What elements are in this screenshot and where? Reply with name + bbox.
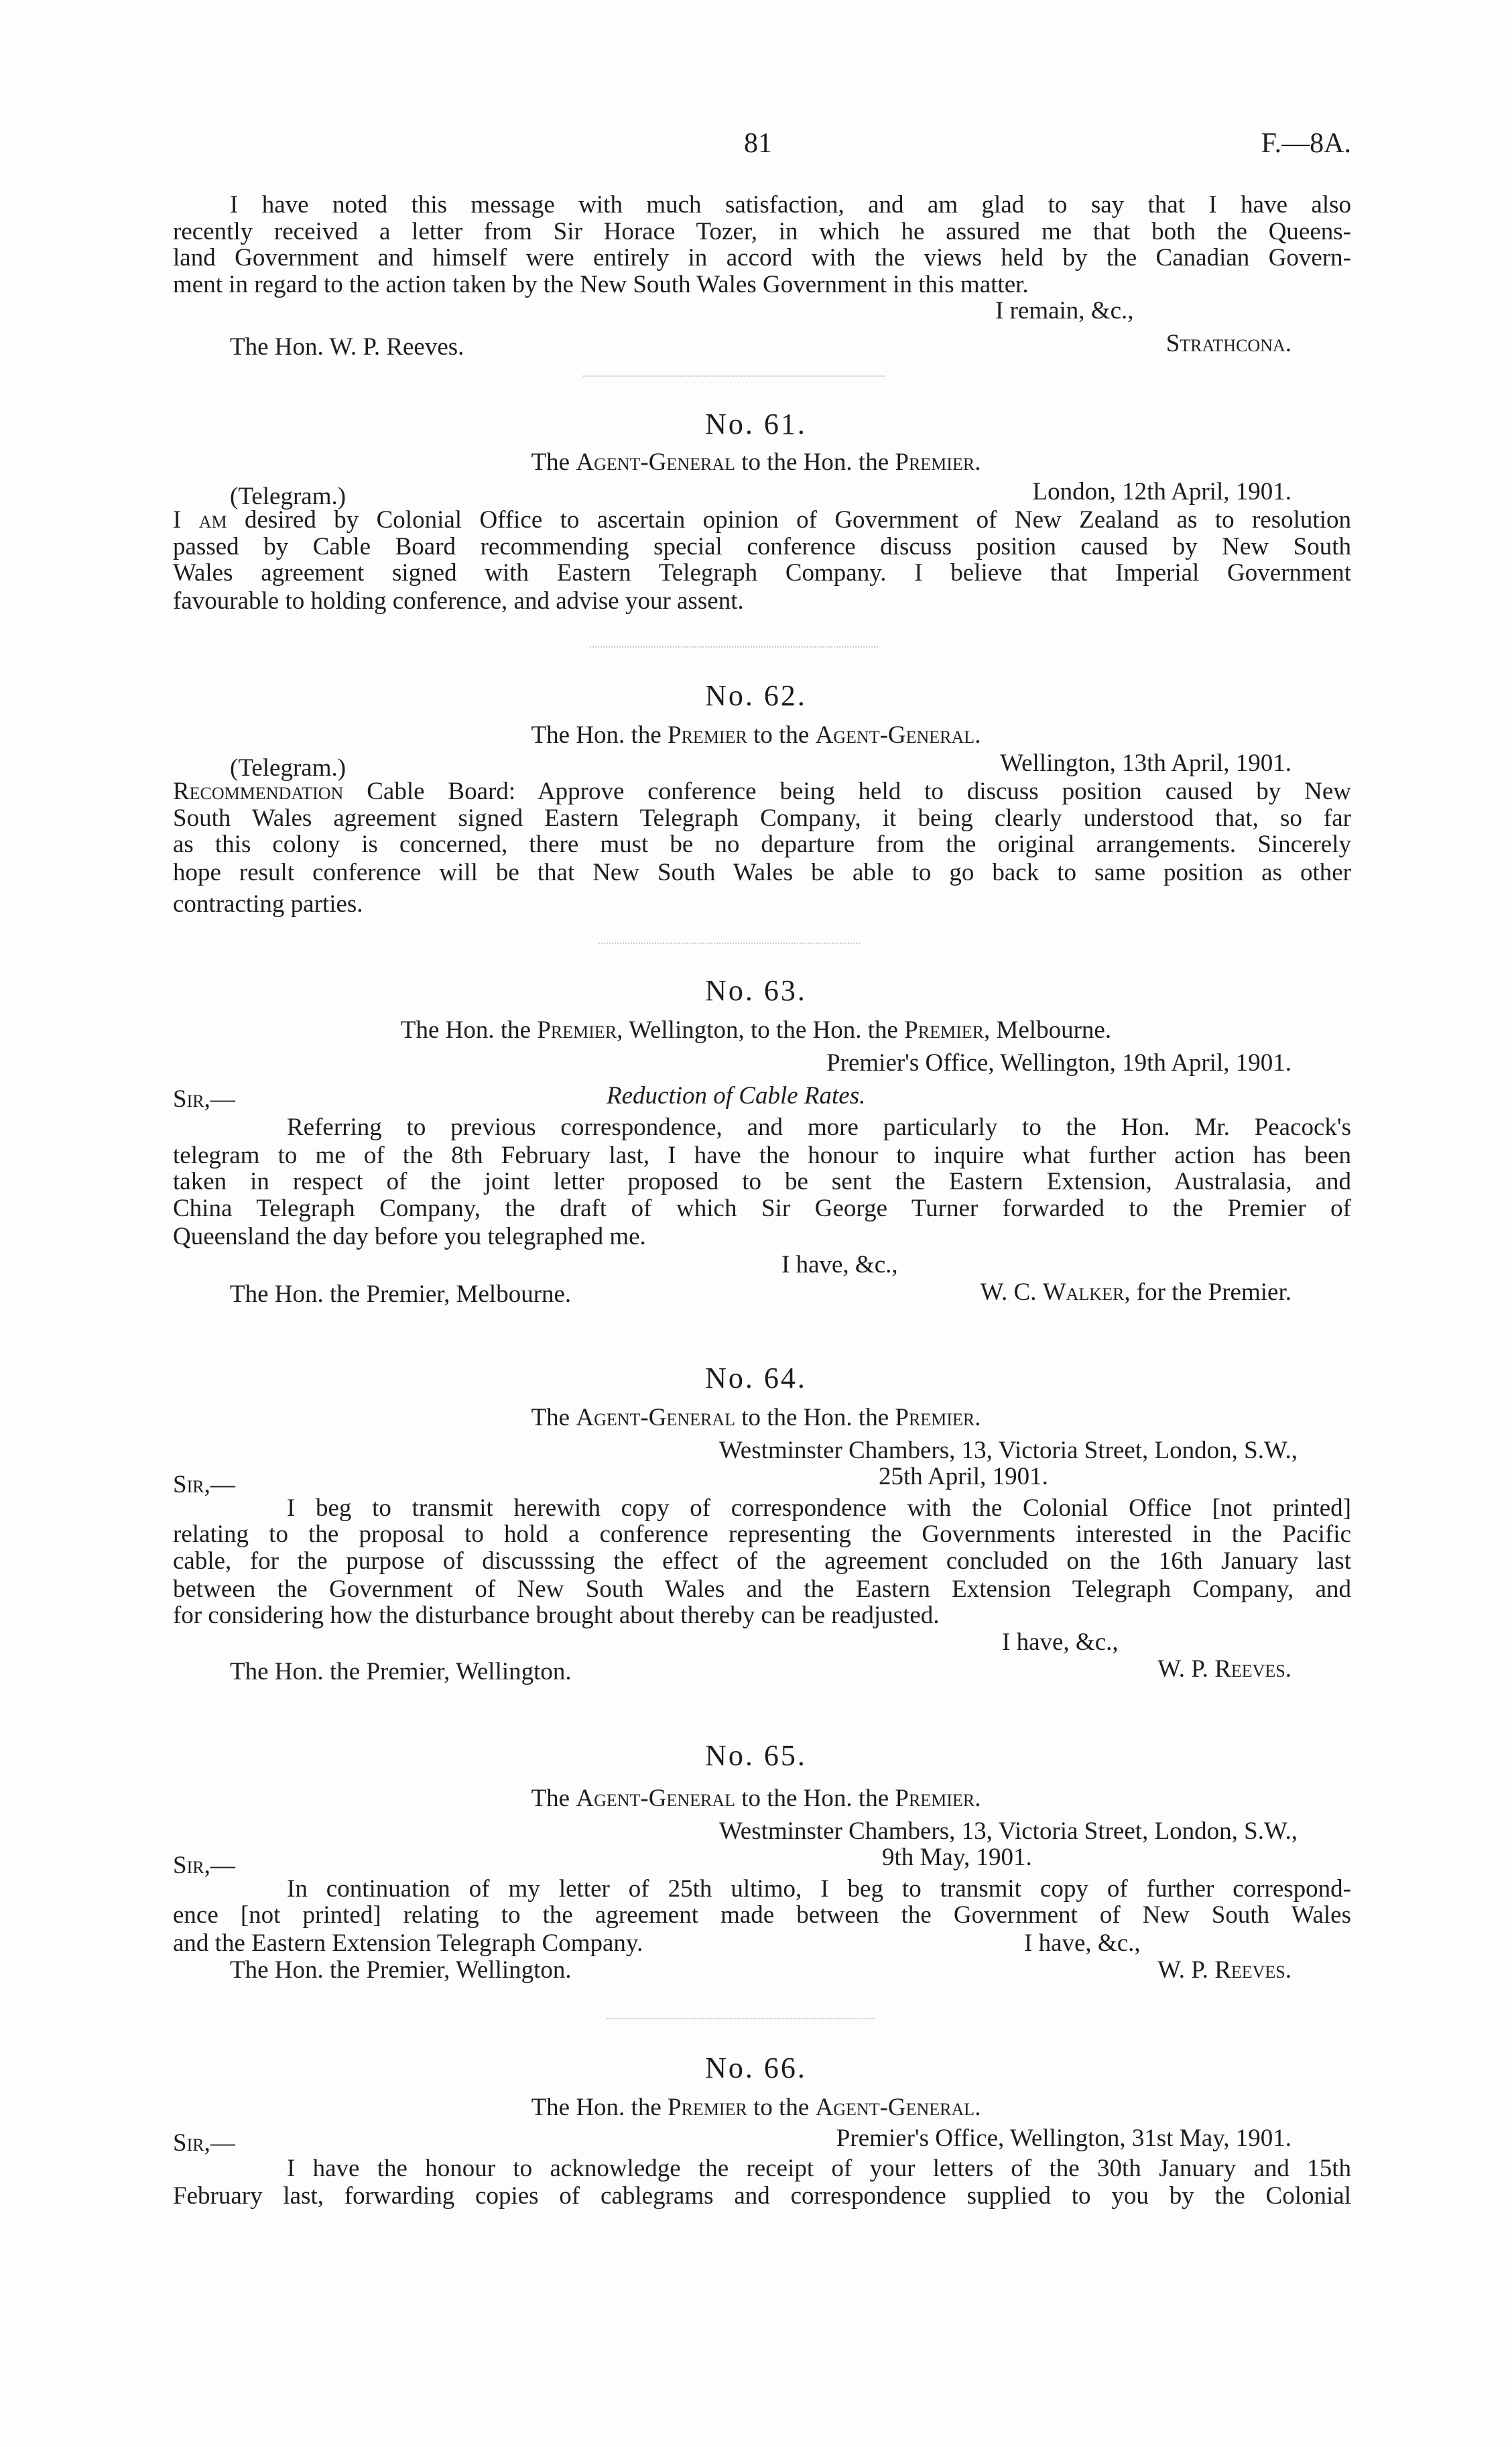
letter-line: for considering how the disturbance brought about thereby can be readjusted. — [173, 1602, 940, 1629]
letter-number: No. 61. — [705, 408, 807, 440]
signature: W. P. Reeves. — [1157, 1655, 1292, 1683]
section-divider — [583, 375, 885, 377]
salutation: Sir,— — [173, 1471, 235, 1498]
letter-line: Referring to previous correspondence, and more particularly to the Hon. Mr. Peacock's — [287, 1114, 1351, 1141]
letter-line: hope result conference will be that New South Wales be able to go back to same position as other — [173, 859, 1351, 886]
letter-heading: The Agent-General to the Hon. the Premier. — [531, 449, 981, 476]
letter-heading: The Hon. the Premier to the Agent-General. — [531, 721, 981, 749]
addressee: The Hon. the Premier, Wellington. — [230, 1658, 572, 1685]
dateline: London, 12th April, 1901. — [1032, 478, 1292, 505]
letter-date: 9th May, 1901. — [882, 1844, 1032, 1871]
dateline: Premier's Office, Wellington, 31st May, 1901. — [836, 2125, 1292, 2152]
section-divider — [590, 646, 878, 648]
letter-heading: The Agent-General to the Hon. the Premier. — [531, 1785, 981, 1812]
intro-line: ment in regard to the action taken by the New South Wales Government in this matter. — [173, 271, 1029, 298]
intro-line: I have noted this message with much satisfaction, and am glad to say that I have also — [230, 191, 1351, 219]
letter-line: taken in respect of the joint letter proposed to be sent the Eastern Extension, Australasia, and — [173, 1168, 1351, 1195]
letter-line: contracting parties. — [173, 890, 363, 918]
letter-line: I am desired by Colonial Office to ascertain opinion of Government of New Zealand as to resolution — [173, 506, 1351, 534]
telegram-label: (Telegram.) — [230, 754, 346, 782]
letter-line: February last, forwarding copies of cablegrams and correspondence supplied to you by the Colonial — [173, 2182, 1351, 2210]
letter-line: South Wales agreement signed Eastern Telegraph Company, it being clearly understood that, so far — [173, 804, 1351, 832]
letter-line: between the Government of New South Wales and the Eastern Extension Telegraph Company, and — [173, 1575, 1351, 1603]
letter-line: I have the honour to acknowledge the receipt of your letters of the 30th January and 15th — [287, 2155, 1351, 2182]
signature: W. C. Walker, for the Premier. — [980, 1278, 1292, 1306]
addressee: The Hon. the Premier, Melbourne. — [230, 1280, 572, 1308]
letter-line: cable, for the purpose of discusssing the effect of the agreement concluded on the 16th January last — [173, 1547, 1351, 1575]
addressee: The Hon. the Premier, Wellington. — [230, 1956, 572, 1984]
letter-line: passed by Cable Board recommending special conference discuss position caused by New South — [173, 533, 1351, 560]
signature: W. P. Reeves. — [1157, 1956, 1292, 1984]
letter-line: and the Eastern Extension Telegraph Company. — [173, 1929, 643, 1957]
letter-line: Recommendation Cable Board: Approve conference being held to discuss position caused by New — [173, 778, 1351, 805]
letter-line: favourable to holding conference, and advise your assent. — [173, 587, 744, 615]
letter-line: Queensland the day before you telegraphed me. — [173, 1223, 646, 1250]
letter-heading: The Hon. the Premier, Wellington, to the Hon. the Premier, Melbourne. — [400, 1016, 1112, 1044]
intro-line: land Government and himself were entirely in accord with the views held by the Canadian Govern- — [173, 244, 1351, 272]
sender-address: Westminster Chambers, 13, Victoria Street, London, S.W., — [718, 1817, 1298, 1845]
closing: I have, &c., — [781, 1251, 898, 1278]
letter-line: relating to the proposal to hold a conference representing the Governments interested in the Pacific — [173, 1520, 1351, 1548]
closing: I have, &c., — [1002, 1628, 1119, 1656]
salutation: Sir,— — [173, 1085, 235, 1113]
salutation: Sir,— — [173, 1852, 235, 1879]
intro-closing: I remain, &c., — [995, 297, 1134, 324]
dateline: Premier's Office, Wellington, 19th April, 1901. — [826, 1049, 1292, 1077]
intro-line: recently received a letter from Sir Horace Tozer, in which he assured me that both the Queens- — [173, 218, 1351, 245]
letter-line: Wales agreement signed with Eastern Telegraph Company. I believe that Imperial Government — [173, 559, 1351, 587]
letter-heading: The Hon. the Premier to the Agent-General. — [531, 2094, 981, 2121]
letter-date: 25th April, 1901. — [879, 1463, 1048, 1490]
subject-line: Reduction of Cable Rates. — [607, 1082, 866, 1110]
letter-line: telegram to me of the 8th February last, I have the honour to inquire what further action has been — [173, 1142, 1351, 1169]
letter-line: I beg to transmit herewith copy of correspondence with the Colonial Office [not printed] — [287, 1494, 1351, 1522]
closing: I have, &c., — [1024, 1929, 1141, 1957]
telegram-label: (Telegram.) — [230, 483, 346, 510]
page-number: 81 — [744, 128, 772, 159]
letter-number: No. 66. — [705, 2051, 807, 2084]
intro-signature: Strathcona. — [1166, 330, 1292, 357]
letter-number: No. 62. — [705, 679, 807, 712]
salutation: Sir,— — [173, 2129, 235, 2157]
section-divider — [598, 943, 860, 944]
intro-addressee: The Hon. W. P. Reeves. — [230, 333, 464, 361]
section-divider — [607, 2018, 875, 2019]
letter-number: No. 63. — [705, 974, 807, 1007]
letter-line: ence [not printed] relating to the agreement made between the Government of New South Wales — [173, 1901, 1351, 1929]
letter-number: No. 64. — [705, 1362, 807, 1394]
letter-number: No. 65. — [705, 1739, 807, 1772]
letter-line: In continuation of my letter of 25th ultimo, I beg to transmit copy of further correspond- — [287, 1875, 1351, 1903]
letter-line: as this colony is concerned, there must be no departure from the original arrangements. Sincerely — [173, 831, 1351, 858]
letter-heading: The Agent-General to the Hon. the Premier. — [531, 1404, 981, 1431]
document-reference: F.—8A. — [1261, 128, 1351, 159]
dateline: Wellington, 13th April, 1901. — [1000, 750, 1292, 777]
letter-line: China Telegraph Company, the draft of which Sir George Turner forwarded to the Premier of — [173, 1195, 1351, 1222]
sender-address: Westminster Chambers, 13, Victoria Street, London, S.W., — [718, 1437, 1298, 1464]
